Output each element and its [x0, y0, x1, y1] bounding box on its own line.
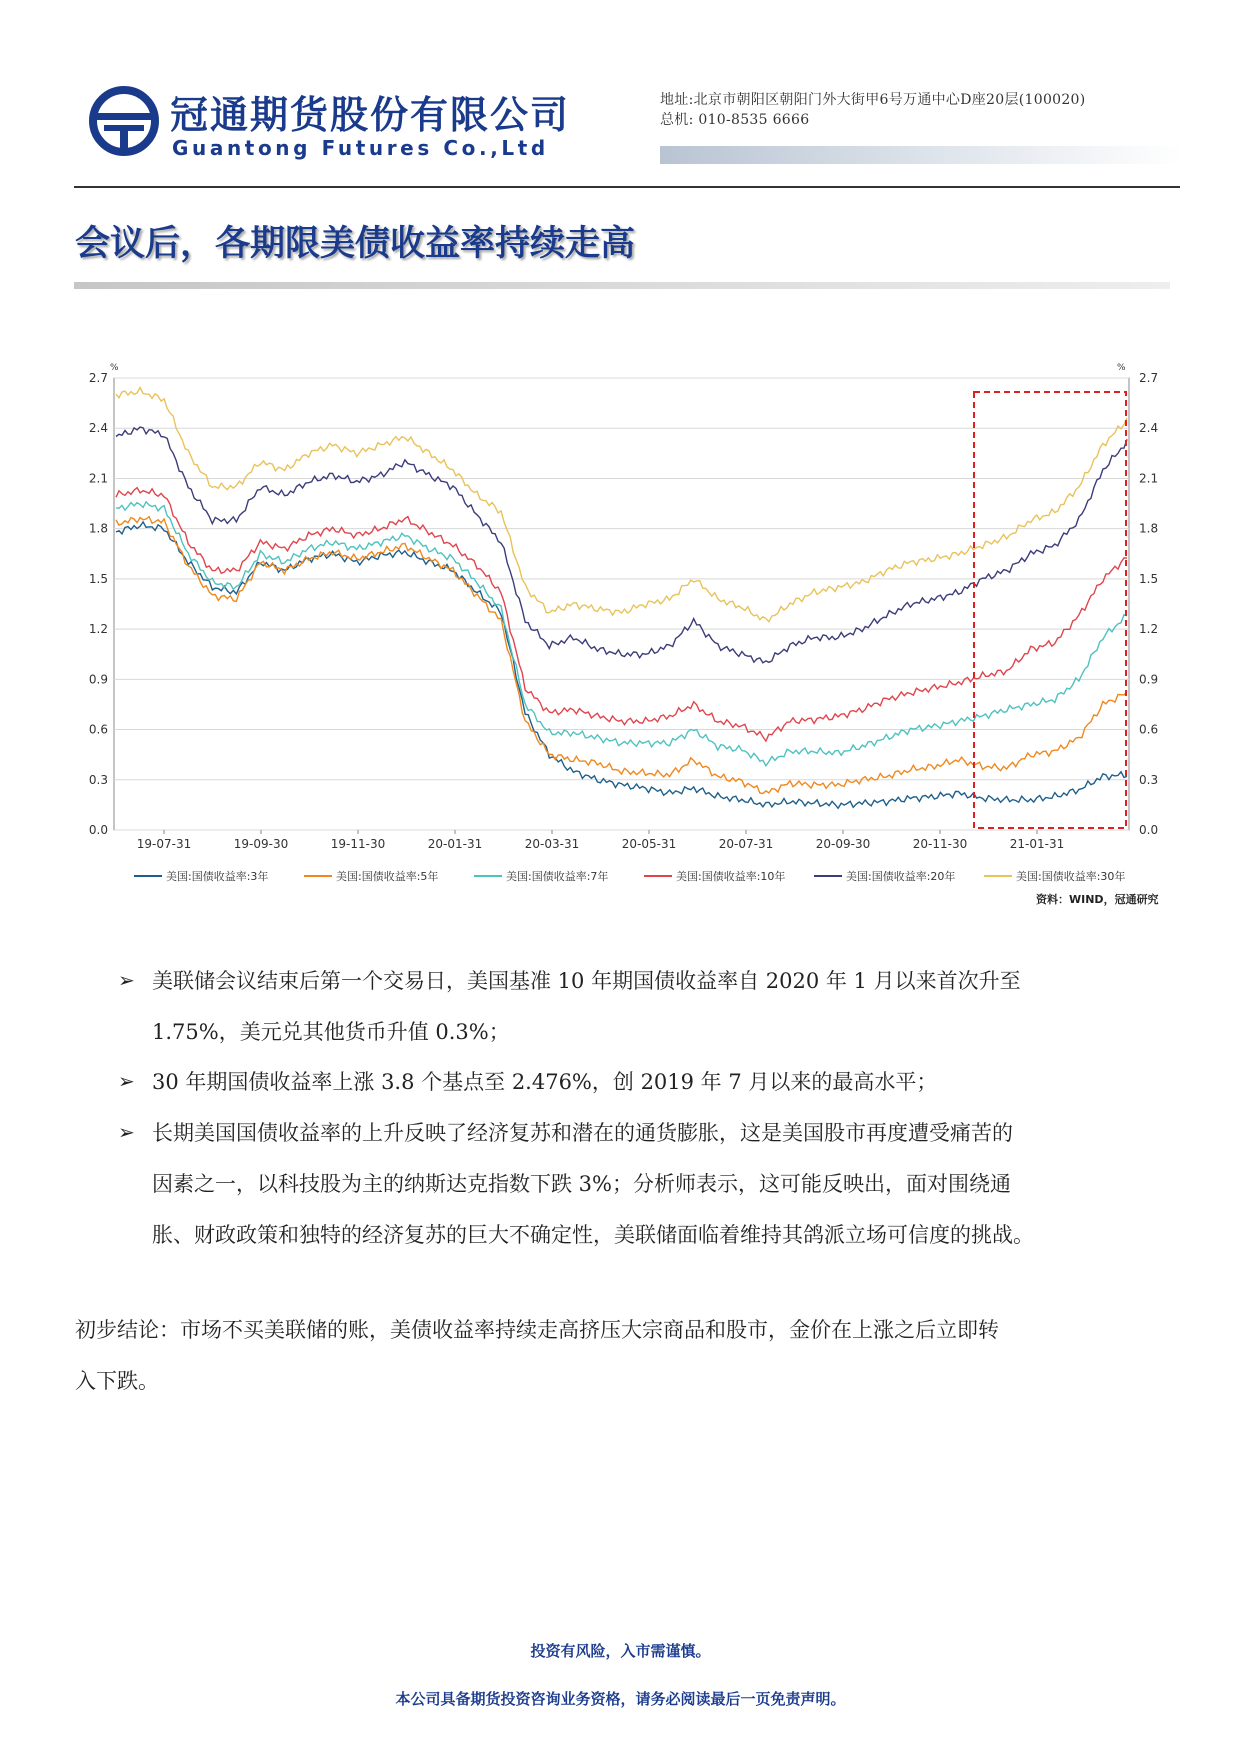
y-tick-label-left: 0.9: [88, 672, 108, 687]
bullet-arrow-icon: ➢: [118, 1069, 135, 1093]
bullet-3-line-3: 胀、财政政策和独特的经济复苏的巨大不确定性，美联储面临着维持其鸽派立场可信度的挑战。: [152, 1223, 1034, 1247]
x-tick-label: 19-09-30: [233, 837, 289, 851]
header-gradient-bar: [660, 146, 1182, 164]
series-line-1: [116, 522, 1127, 808]
footer-qualification: 本公司具备期货投资咨询业务资格，请务必阅读最后一页免责声明。: [395, 1690, 846, 1708]
x-tick-label: 20-07-31: [718, 837, 774, 851]
company-name-cn: 冠通期货股份有限公司: [170, 93, 571, 137]
legend-label: 美国:国债收益率:10年: [676, 870, 786, 883]
y-tick-label-right: 2.4: [1139, 421, 1159, 436]
legend-label: 美国:国债收益率:30年: [1016, 870, 1126, 883]
bullet-arrow-icon: ➢: [118, 1120, 135, 1144]
y-tick-label-left: 1.2: [88, 622, 108, 637]
bullet-3-line-1: 长期美国国债收益率的上升反映了经济复苏和潜在的通货膨胀，这是美国股市再度遭受痛苦的: [152, 1121, 1013, 1145]
y-tick-label-left: 0.0: [88, 823, 108, 837]
y-unit-left: %: [110, 363, 119, 373]
bullet-1-line-1: 美联储会议结束后第一个交易日，美国基准 10 年期国债收益率自 2020 年 1 月以来首次升至: [152, 969, 1021, 993]
x-tick-label: 20-05-31: [621, 837, 677, 851]
bullet-2-line-1: 30 年期国债收益率上涨 3.8 个基点至 2.476%，创 2019 年 7 月以来的最高水平；: [152, 1070, 938, 1094]
x-tick-label: 19-07-31: [136, 837, 192, 851]
y-tick-label-right: 0.3: [1139, 772, 1159, 787]
y-unit-right: %: [1117, 363, 1126, 373]
x-tick-label: 19-11-30: [330, 837, 386, 851]
y-tick-label-right: 1.5: [1139, 571, 1159, 586]
conclusion-line-2: 入下跌。: [75, 1369, 159, 1393]
y-tick-label-left: 2.7: [88, 371, 108, 385]
title-divider: [74, 282, 1170, 289]
series-line-4: [116, 488, 1127, 741]
company-address: 地址:北京市朝阳区朝阳门外大街甲6号万通中心D座20层(100020): [660, 92, 1086, 108]
bullet-1-line-2: 1.75%，美元兑其他货币升值 0.3%；: [152, 1020, 510, 1044]
legend-label: 美国:国债收益率:20年: [846, 870, 956, 883]
series-line-6: [116, 388, 1127, 622]
y-tick-label-left: 0.3: [88, 772, 108, 787]
series-line-5: [116, 427, 1127, 663]
legend-label: 美国:国债收益率:3年: [166, 870, 269, 883]
y-tick-label-left: 2.1: [88, 471, 108, 486]
y-tick-label-left: 1.8: [88, 521, 108, 536]
bullet-3-line-2: 因素之一，以科技股为主的纳斯达克指数下跌 3%；分析师表示，这可能反映出，面对围绕通: [152, 1172, 1011, 1196]
y-tick-label-right: 1.2: [1139, 622, 1159, 637]
legend-label: 美国:国债收益率:5年: [336, 870, 439, 883]
section-title: 会议后，各期限美债收益率持续走高: [75, 224, 636, 264]
x-tick-label: 20-03-31: [524, 837, 580, 851]
plot-frame: [114, 378, 1129, 830]
y-tick-label-left: 0.6: [88, 722, 108, 737]
y-tick-label-right: 2.1: [1139, 471, 1159, 486]
header-divider: [74, 186, 1180, 188]
x-tick-label: 20-09-30: [815, 837, 871, 851]
bond-yield-chart: [74, 350, 1176, 910]
x-tick-label: 20-01-31: [427, 837, 483, 851]
y-tick-label-left: 1.5: [88, 571, 108, 586]
x-tick-label: 20-11-30: [912, 837, 968, 851]
y-tick-label-right: 1.8: [1139, 521, 1159, 536]
bullet-arrow-icon: ➢: [118, 968, 135, 992]
chart-source: 资料：WIND，冠通研究: [1036, 893, 1159, 906]
legend-label: 美国:国债收益率:7年: [506, 870, 609, 883]
y-tick-label-right: 0.0: [1139, 823, 1159, 837]
y-tick-label-right: 2.7: [1139, 371, 1159, 385]
footer-risk-warning: 投资有风险，入市需谨慎。: [530, 1642, 711, 1660]
y-tick-label-right: 0.9: [1139, 672, 1159, 687]
x-tick-label: 21-01-31: [1009, 837, 1065, 851]
highlight-box: [974, 392, 1126, 828]
company-name-en: Guantong Futures Co.,Ltd: [172, 136, 549, 160]
company-phone: 总机: 010-8535 6666: [660, 112, 810, 128]
y-tick-label-left: 2.4: [88, 421, 108, 436]
series-line-3: [116, 502, 1127, 766]
company-logo: [88, 85, 160, 157]
conclusion-line-1: 初步结论：市场不买美联储的账，美债收益率持续走高挤压大宗商品和股市，金价在上涨之后立即转: [75, 1318, 999, 1342]
y-tick-label-right: 0.6: [1139, 722, 1159, 737]
